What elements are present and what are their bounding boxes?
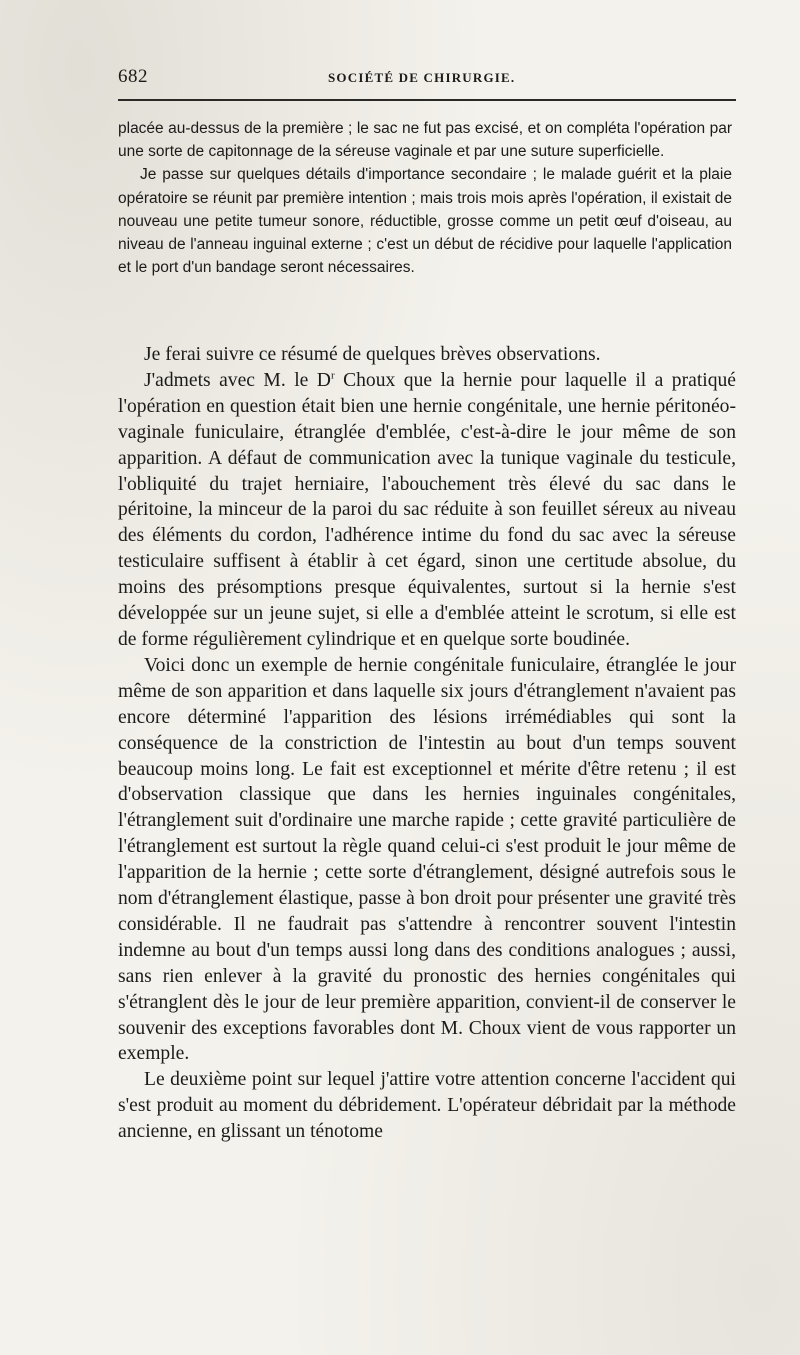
body-paragraph-second-point: Le deuxième point sur lequel j'attire votre attention concerne l'accident qui s'est produit au moment du débridement. L'opérateur débridait par la méthode ancienne, en glissant un ténotome xyxy=(118,1069,736,1143)
body-text-run: Choux que la hernie pour laquelle il a pratiqué l'opération en question était bien une hernie congénitale, une hernie péritonéo-vaginale funiculaire, étranglée d'emblée, c'est-à-dire le jour même de son apparition. A défaut de communication avec la tunique vaginale du testicule, l'obliquité du trajet herniaire, l'abouchement très élevé du sac dans le péritoine, la minceur de la paroi du sac réduite à son feuillet séreux au niveau des éléments du cordon, l'adhérence intime du fond du sac avec la séreuse testiculaire suffisent à établir à cet égard, sinon une certitude absolue, du moins des présomptions presque équivalentes, surtout si la hernie s'est développée sur un jeune sujet, si elle a d'emblée atteint le scrotum, si elle est de forme régulièrement cylindrique et en quelque sorte boudinée. xyxy=(118,369,736,650)
running-title: SOCIÉTÉ DE CHIRURGIE. xyxy=(328,70,516,85)
summary-paragraph: Je passe sur quelques détails d'importance secondaire ; le malade guérit et la plaie opératoire se réunit par première intention ; mais trois mois après l'opération, il existait de nouveau une petite tumeur sonore, réductible, grosse comme un petit œuf d'oiseau, au niveau de l'anneau inguinal externe ; c'est un début de récidive pour laquelle l'application et le port d'un bandage seront nécessaires. xyxy=(118,166,732,277)
superscript-r: r xyxy=(330,369,335,382)
body-paragraph-diagnosis xyxy=(118,368,736,653)
body-text-run: J'admets avec M. le D xyxy=(144,369,331,391)
header-rule xyxy=(118,99,736,101)
observation-summary xyxy=(118,117,732,279)
commentary-body xyxy=(118,342,736,1145)
page-header xyxy=(118,66,736,90)
page-number: 682 xyxy=(118,66,148,87)
body-paragraph-example: Voici donc un exemple de hernie congénitale funiculaire, étranglée le jour même de son apparition et dans laquelle six jours d'étranglement n'avaient pas encore déterminé l'apparition des lésions irrémédiables qui sont la conséquence de la constriction de l'intestin au bout d'un temps souvent beaucoup moins long. Le fait est exceptionnel et mérite d'être retenu ; il est d'observation classique que dans les hernies inguinales congénitales, l'étranglement suit d'ordinaire une marche rapide ; cette gravité particulière de l'étranglement est surtout la règle quand celui-ci s'est produit le jour même de l'apparition de la hernie ; cette sorte d'étranglement, désigné autrefois sous le nom d'étranglement élastique, passe à bon droit pour présenter une gravité très considérable. Il ne faudrait pas s'attendre à rencontrer souvent l'intestin indemne au bout d'un temps aussi long dans des conditions analogues ; aussi, sans rien enlever à la gravité du pronostic des hernies congénitales qui s'étranglent dès le jour de leur première apparition, convient-il de conserver le souvenir des exceptions favorables dont M. Choux vient de vous rapporter un exemple. xyxy=(118,654,736,1065)
body-paragraph-intro: Je ferai suivre ce résumé de quelques brèves observations. xyxy=(144,344,601,365)
summary-paragraph-continued: placée au-dessus de la première ; le sac ne fut pas excisé, et on compléta l'opération par une sorte de capitonnage de la séreuse vaginale et par une suture superficielle. xyxy=(118,120,732,161)
